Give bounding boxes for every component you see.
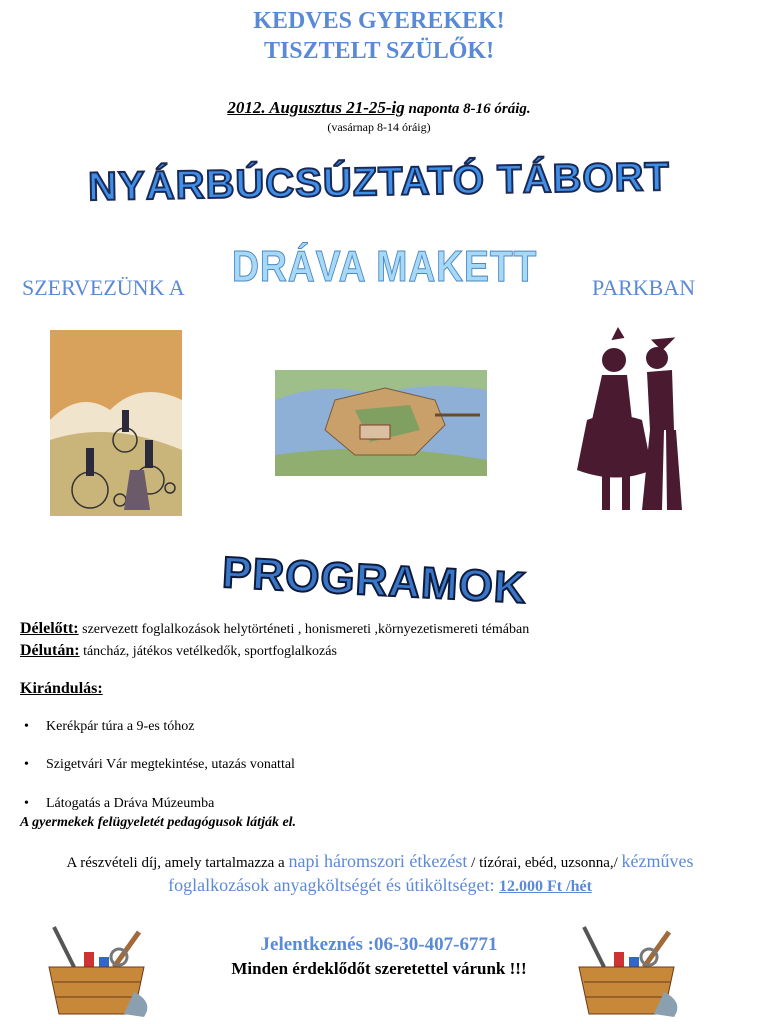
- daily-hours: naponta 8-16 óráig.: [404, 101, 531, 117]
- park-name: DRÁVA MAKETT: [232, 242, 538, 291]
- date-line: [0, 98, 758, 118]
- contact-phone: Jelentkeznés :06-30-407-6771: [260, 934, 498, 955]
- meals-text: napi háromszori étkezést: [288, 851, 468, 871]
- craft-basket-right: [574, 922, 684, 1017]
- sunday-note: (vasárnap 8-14 óráig): [327, 120, 431, 134]
- schedule-morning-text: szervezett foglalkozások helytörténeti , honismereti ,környezetismereti témában: [78, 622, 530, 637]
- crafts-text: kézműves foglalkozások anyagköltségét és útiköltséget:: [168, 851, 694, 895]
- fortress-illustration: [275, 370, 487, 476]
- date-range: 2012. Augusztus 21-25-ig: [227, 98, 405, 117]
- fee-text: A részvételi díj, amely tartalmazza a: [66, 855, 289, 871]
- programs-title: PROGRAMOK: [220, 548, 528, 613]
- greeting-children: KEDVES GYEREKEK!: [253, 8, 505, 34]
- excursion-item: • Kerékpár túra a 9-es tóhoz: [46, 719, 194, 735]
- fee-paragraph: [60, 850, 700, 898]
- craft-basket-left: [44, 922, 154, 1017]
- closing-message: Minden érdeklődőt szeretettel várunk !!!: [231, 959, 527, 978]
- excursion-item: • Szigetvári Vár megtekintése, utazás vonattal: [46, 757, 295, 773]
- supervision-note: A gyermekek felügyeletét pedagógusok látják el.: [20, 815, 297, 830]
- organize-suffix: PARKBAN: [592, 275, 696, 300]
- greeting-parents: TISZTELT SZÜLŐK!: [263, 38, 495, 64]
- cyclists-illustration: [50, 330, 182, 516]
- excursion-item: • Látogatás a Dráva Múzeumba: [46, 796, 214, 812]
- excursions-title: Kirándulás:: [20, 680, 103, 697]
- schedule-afternoon-text: táncház, játékos vetélkedők, sportfoglalkozás: [79, 644, 337, 659]
- schedule-afternoon-label: Délután:: [20, 642, 80, 659]
- meals-detail: / tízórai, ebéd, uzsonna,/: [467, 855, 622, 871]
- schedule-morning-label: Délelőtt:: [20, 620, 79, 637]
- price: 12.000 Ft /hét: [499, 878, 592, 895]
- organize-prefix: SZERVEZÜNK A: [22, 275, 185, 300]
- camp-title: NYÁRBÚCSÚZTATÓ TÁBORT: [87, 154, 671, 210]
- schedule-morning: [20, 620, 529, 638]
- schedule-afternoon: [20, 642, 337, 660]
- folk-dancers-illustration: [572, 320, 702, 520]
